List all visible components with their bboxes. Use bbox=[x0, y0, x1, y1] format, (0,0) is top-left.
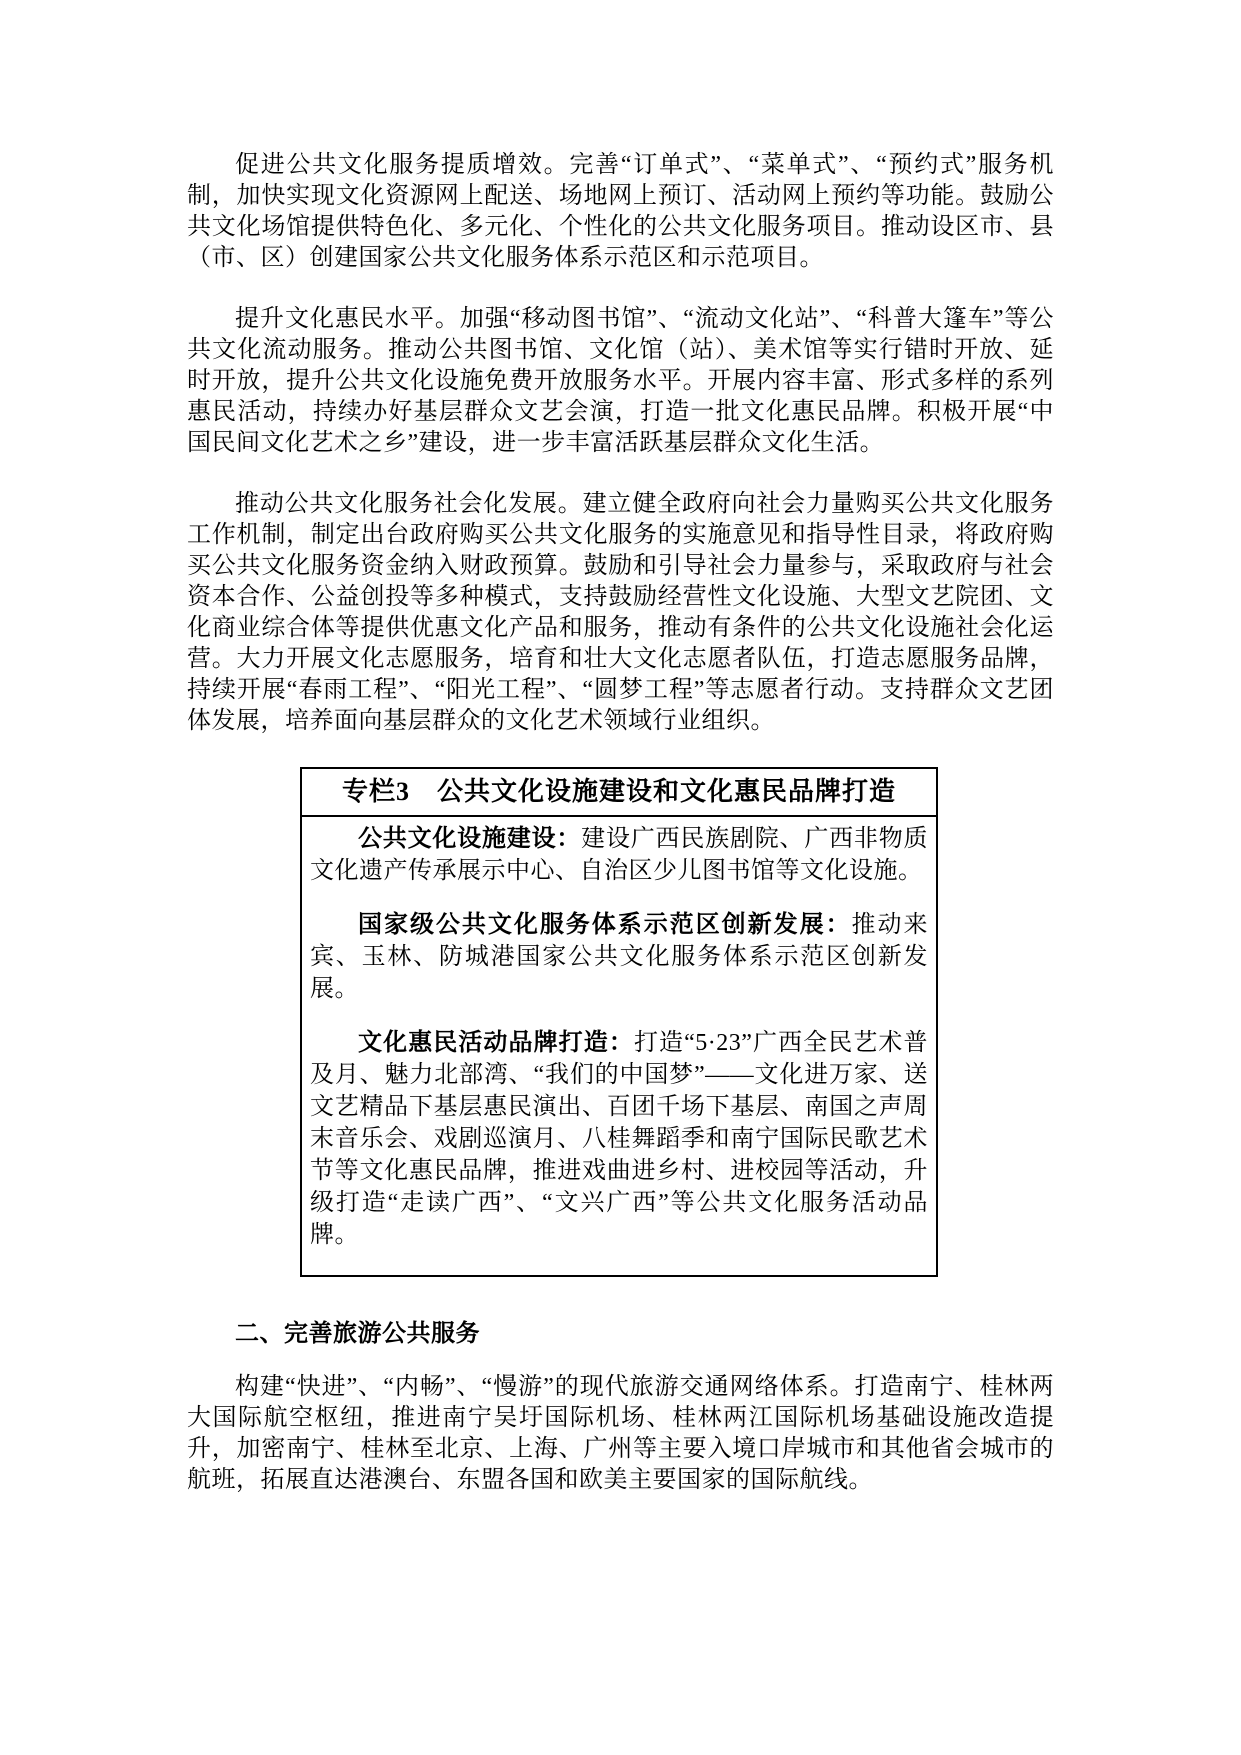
box-item-demonstration-zones bbox=[310, 909, 928, 1005]
box-item-facilities-text: 建设广西民族剧院、广西非物质文化遗产传承展示中心、自治区少儿图书馆等文化设施。 bbox=[310, 826, 929, 884]
section-heading-tourism-public-service: 二、完善旅游公共服务 bbox=[235, 1321, 480, 1347]
box-item-demonstration-zones-lead: 国家级公共文化服务体系示范区创新发展： bbox=[358, 912, 852, 938]
paragraph-improve-service-quality: 促进公共文化服务提质增效。完善“订单式”、“菜单式”、“预约式”服务机制，加快实现文化资源网上配送、场地网上预订、活动网上预约等功能。鼓励公共文化场馆提供特色化、多元化、个性化的公共文化服务项目。推动设区市、县（市、区）创建国家公共文化服务体系示范区和示范项目。 bbox=[187, 152, 1054, 271]
box-item-facilities-lead: 公共文化设施建设： bbox=[358, 826, 582, 852]
box-item-brand-building-lead: 文化惠民活动品牌打造： bbox=[358, 1030, 634, 1056]
box-item-brand-building bbox=[310, 1027, 928, 1251]
column-box-title: 专栏3 公共文化设施建设和文化惠民品牌打造 bbox=[302, 769, 936, 817]
box-item-brand-building-text: 打造“5·23”广西全民艺术普及月、魅力北部湾、“我们的中国梦”——文化进万家、送文艺精品下基层惠民演出、百团千场下基层、南国之声周末音乐会、戏剧巡演月、八桂舞蹈季和南宁国际民歌艺术节等文化惠民品牌，推进戏曲进乡村、进校园等活动，升级打造“走读广西”、“文兴广西”等公共文化服务活动品牌。 bbox=[310, 1030, 929, 1248]
paragraph-cultural-benefit-level: 提升文化惠民水平。加强“移动图书馆”、“流动文化站”、“科普大篷车”等公共文化流动服务。推动公共图书馆、文化馆（站）、美术馆等实行错时开放、延时开放，提升公共文化设施免费开放服务水平。开展内容丰富、形式多样的系列惠民活动，持续办好基层群众文艺会演，打造一批文化惠民品牌。积极开展“中国民间文化艺术之乡”建设，进一步丰富活跃基层群众文化生活。 bbox=[187, 306, 1054, 456]
paragraph-tourism-transport-network: 构建“快进”、“内畅”、“慢游”的现代旅游交通网络体系。打造南宁、桂林两大国际航空枢纽，推进南宁吴圩国际机场、桂林两江国际机场基础设施改造提升，加密南宁、桂林至北京、上海、广州等主要入境口岸城市和其他省会城市的航班，拓展直达港澳台、东盟各国和欧美主要国家的国际航线。 bbox=[187, 1374, 1054, 1493]
paragraph-socialized-development: 推动公共文化服务社会化发展。建立健全政府向社会力量购买公共文化服务工作机制，制定出台政府购买公共文化服务的实施意见和指导性目录，将政府购买公共文化服务资金纳入财政预算。鼓励和引导社会力量参与，采取政府与社会资本合作、公益创投等多种模式，支持鼓励经营性文化设施、大型文艺院团、文化商业综合体等提供优惠文化产品和服务，推动有条件的公共文化设施社会化运营。大力开展文化志愿服务，培育和壮大文化志愿者队伍，打造志愿服务品牌，持续开展“春雨工程”、“阳光工程”、“圆梦工程”等志愿者行动。支持群众文艺团体发展，培养面向基层群众的文化艺术领域行业组织。 bbox=[187, 491, 1054, 734]
special-column-3-box bbox=[300, 767, 938, 1277]
box-item-facilities bbox=[310, 823, 928, 887]
column-box-body bbox=[302, 817, 936, 1275]
box-item-demonstration-zones-text: 推动来宾、玉林、防城港国家公共文化服务体系示范区创新发展。 bbox=[310, 912, 928, 1002]
